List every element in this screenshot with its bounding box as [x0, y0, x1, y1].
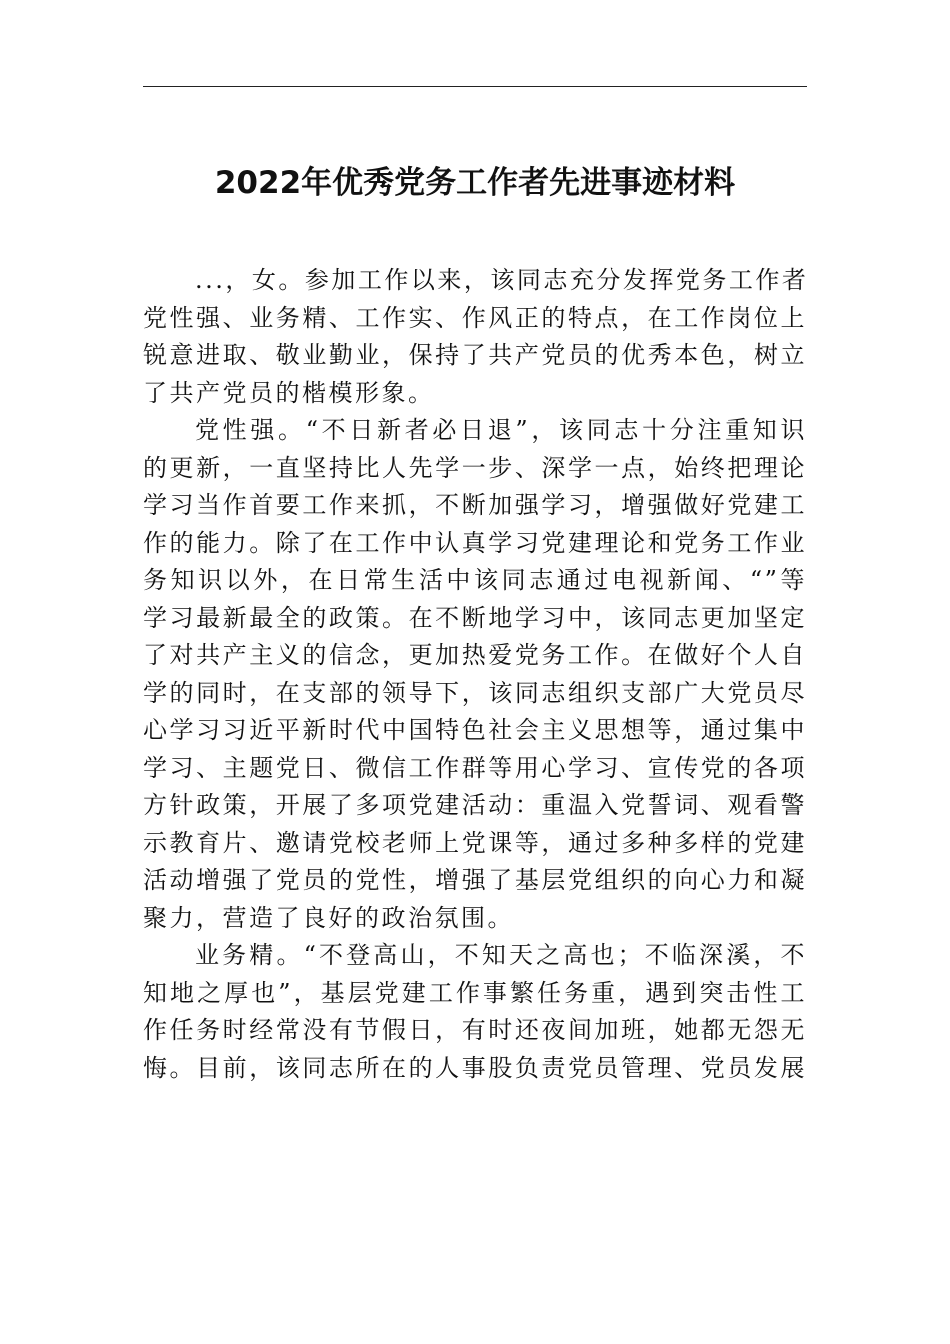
text-line: 方针政策，开展了多项党建活动：重温入党誓词、观看警	[143, 791, 807, 819]
document-title: 2022年优秀党务工作者先进事迹材料	[214, 165, 736, 201]
text-line: 务知识以外，在日常生活中该同志通过电视新闻、“”等	[143, 566, 807, 594]
paragraph-intro	[143, 262, 807, 412]
text-line: 作的能力。除了在工作中认真学习党建理论和党务工作业	[143, 528, 807, 557]
paragraph-professional-skill	[143, 937, 807, 1087]
text-line: 聚力，营造了良好的政治氛围。	[143, 903, 514, 932]
text-line: 业务精。“不登高山，不知天之高也；不临深溪，不	[195, 941, 807, 969]
text-line: 学习、主题党日、微信工作群等用心学习、宣传党的各项	[143, 753, 807, 782]
text-line: 示教育片、邀请党校老师上党课等，通过多种多样的党建	[143, 828, 807, 857]
header-rule	[143, 86, 807, 87]
text-line: 学习最新最全的政策。在不断地学习中，该同志更加坚定	[143, 603, 807, 632]
text-line: 知地之厚也”，基层党建工作事繁任务重，遇到突击性工	[143, 978, 807, 1007]
text-line: 学的同时，在支部的领导下，该同志组织支部广大党员尽	[143, 678, 807, 707]
text-line: 了共产党员的楷模形象。	[143, 378, 435, 407]
text-line: ...，女。参加工作以来，该同志充分发挥党务工作者	[195, 266, 809, 294]
text-line: 党性强、业务精、工作实、作风正的特点，在工作岗位上	[143, 303, 807, 332]
text-line: 党性强。“不日新者必日退”，该同志十分注重知识	[195, 416, 807, 444]
text-line: 锐意进取、敬业勤业，保持了共产党员的优秀本色，树立	[143, 341, 807, 369]
text-line: 活动增强了党员的党性，增强了基层党组织的向心力和凝	[143, 866, 807, 894]
document-body	[143, 262, 807, 1087]
text-line: 学习当作首要工作来抓，不断加强学习，增强做好党建工	[143, 491, 807, 519]
text-line: 作任务时经常没有节假日，有时还夜间加班，她都无怨无	[143, 1016, 807, 1044]
paragraph-party-spirit	[143, 412, 807, 937]
text-line: 悔。目前，该同志所在的人事股负责党员管理、党员发展	[143, 1053, 807, 1082]
text-line: 心学习习近平新时代中国特色社会主义思想等，通过集中	[143, 716, 807, 744]
text-line: 的更新，一直坚持比人先学一步、深学一点，始终把理论	[143, 453, 807, 482]
text-line: 了对共产主义的信念，更加热爱党务工作。在做好个人自	[143, 641, 807, 669]
